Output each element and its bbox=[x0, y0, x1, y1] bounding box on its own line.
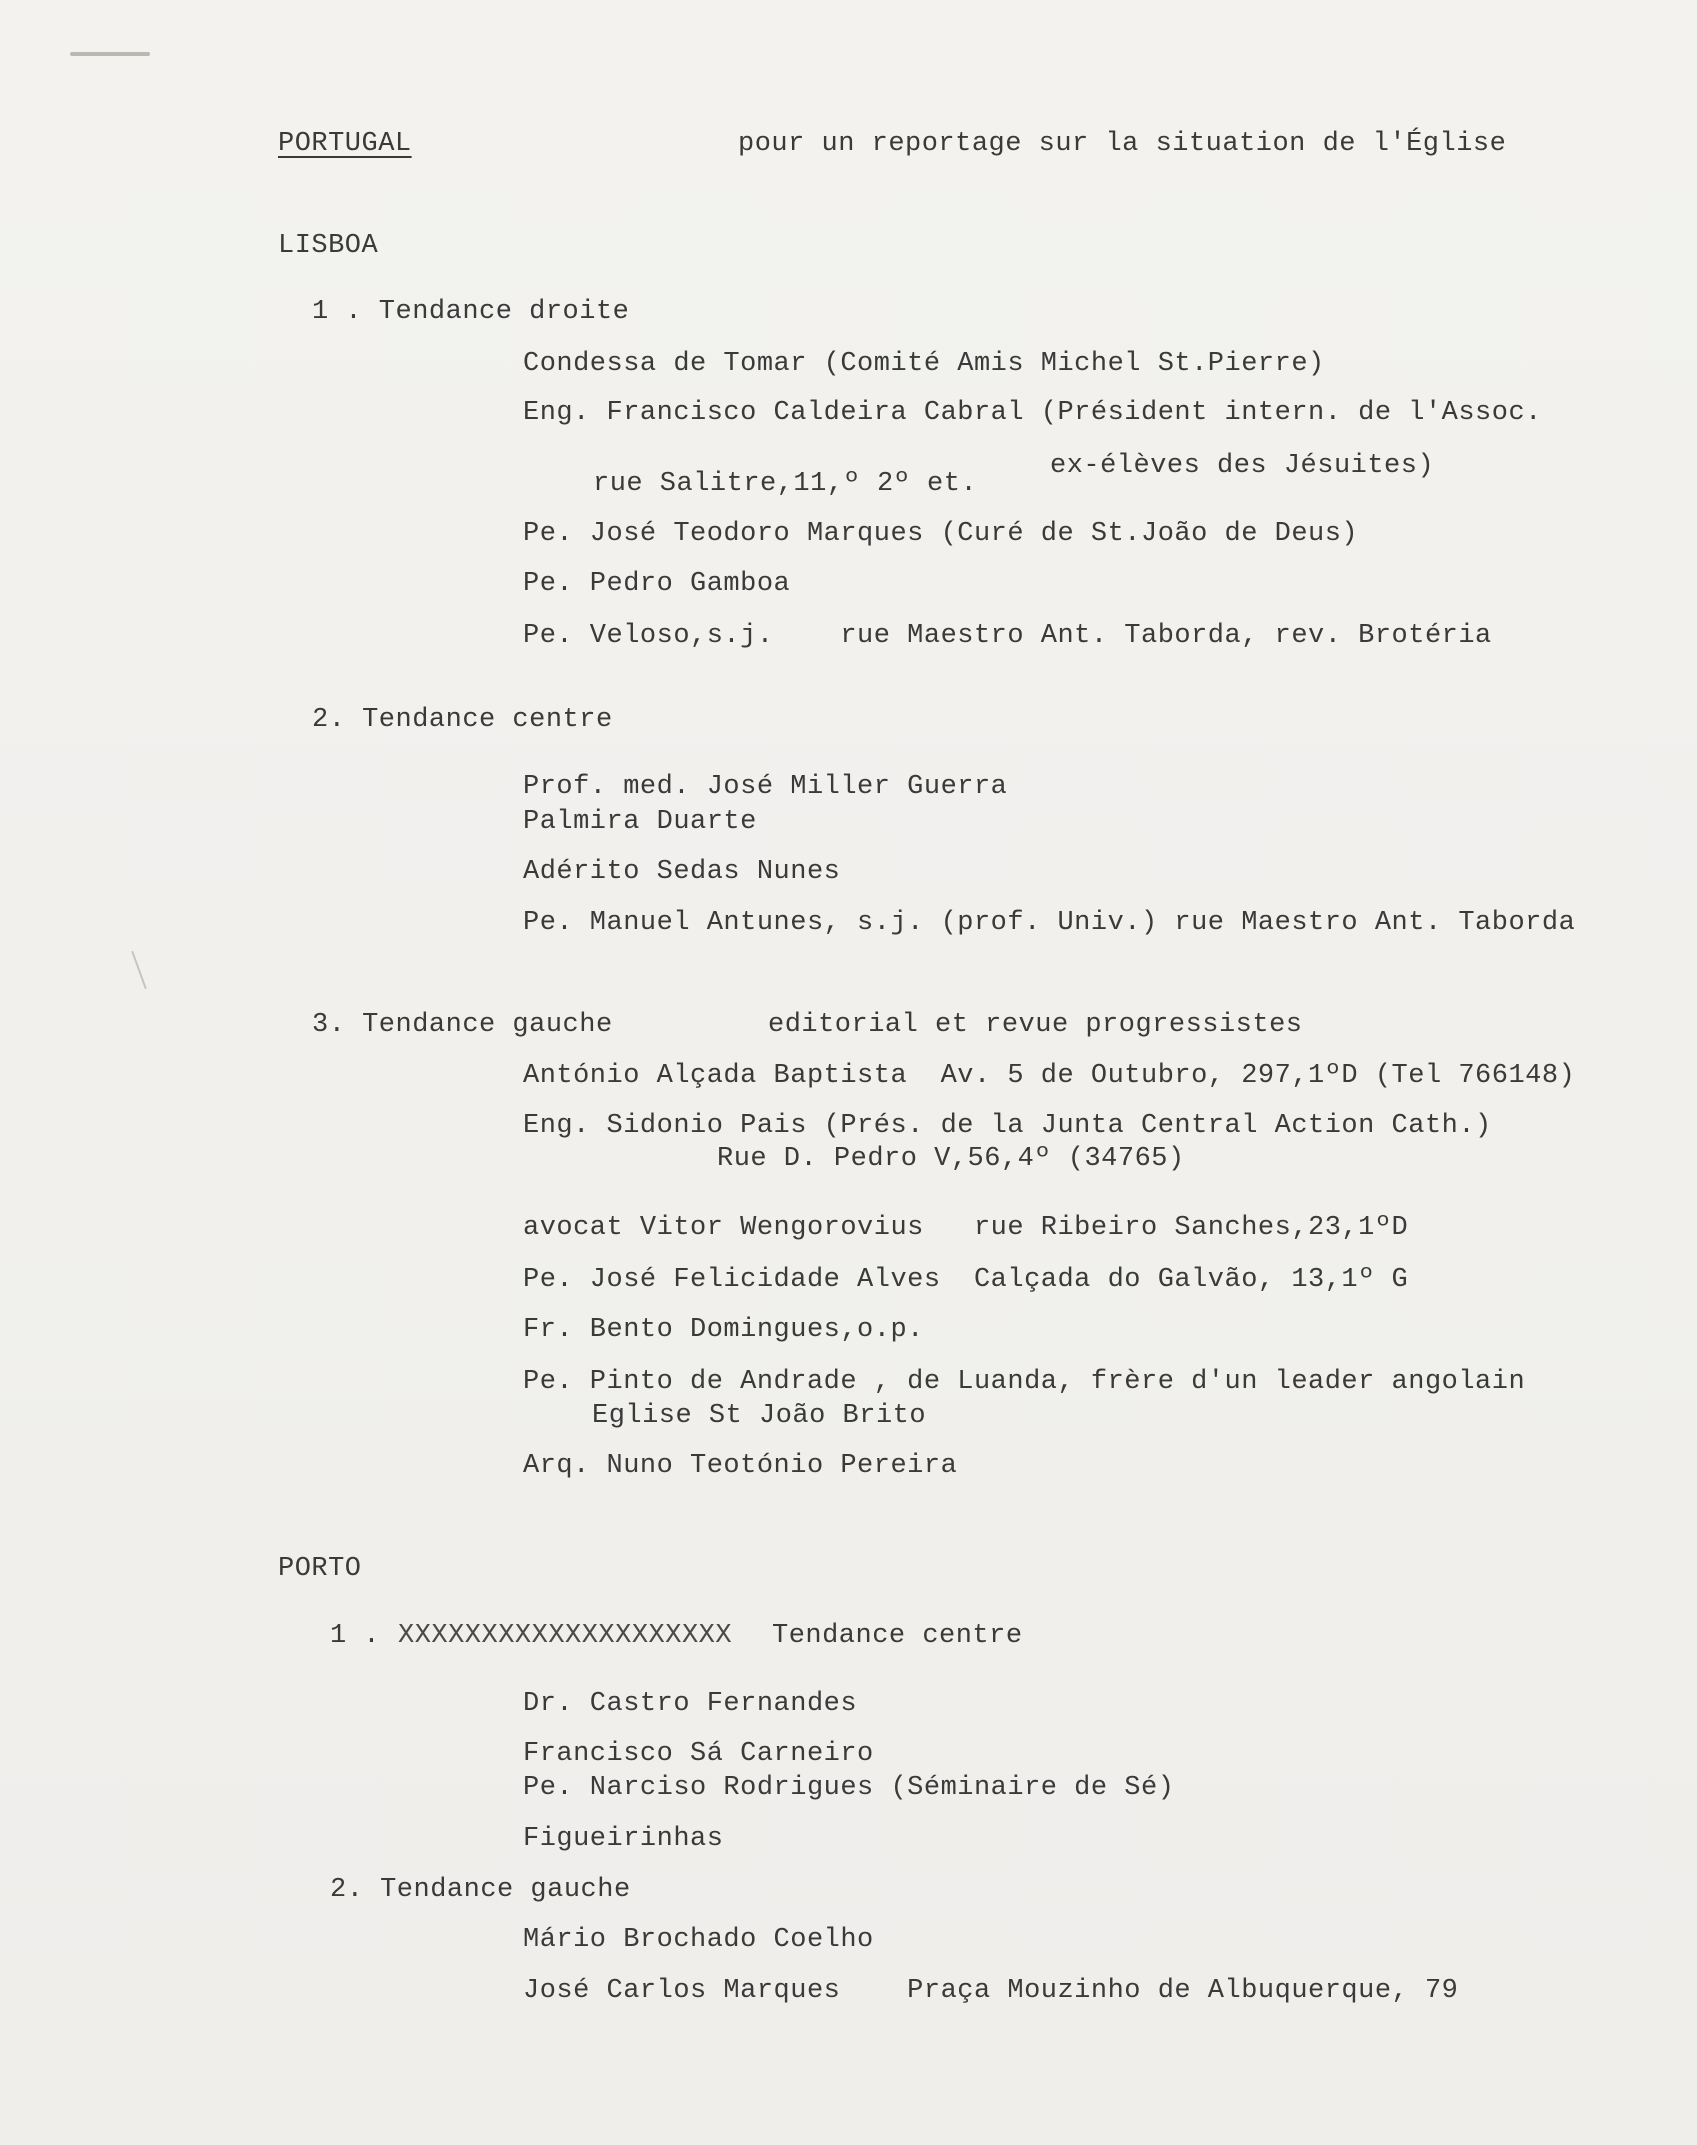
tendance-gauche-heading: 3. Tendance gauche bbox=[312, 1010, 613, 1040]
struck-out-text: XXXXXXXXXXXXXXXXXXXX bbox=[398, 1621, 733, 1651]
pencil-mark bbox=[70, 52, 150, 56]
entry-line: Dr. Castro Fernandes bbox=[523, 1689, 858, 1719]
entry-line: Fr. Bento Domingues,o.p. bbox=[523, 1315, 924, 1345]
entry-line: Pe. José Teodoro Marques (Curé de St.João de Deus) bbox=[523, 519, 1359, 549]
entry-line: Francisco Sá Carneiro bbox=[523, 1739, 874, 1769]
entry-line: Pe. José Felicidade Alves Calçada do Galvão, 13,1º G bbox=[523, 1265, 1409, 1295]
entry-line: Eglise St João Brito bbox=[592, 1401, 927, 1431]
entry-line: avocat Vitor Wengorovius rue Ribeiro Sanches,23,1ºD bbox=[523, 1213, 1409, 1243]
city-heading-lisboa: LISBOA bbox=[278, 231, 379, 261]
city-heading-porto: PORTO bbox=[278, 1554, 362, 1584]
porto-centre-heading: Tendance centre bbox=[772, 1621, 1023, 1651]
entry-line: Mário Brochado Coelho bbox=[523, 1925, 874, 1955]
handwritten-note: editorial et revue progressistes bbox=[768, 1010, 1303, 1040]
entry-line: Figueirinhas bbox=[523, 1824, 724, 1854]
entry-line: ex-élèves des Jésuites) bbox=[1050, 451, 1435, 481]
entry-line: Eng. Francisco Caldeira Cabral (Président intern. de l'Assoc. bbox=[523, 398, 1542, 428]
entry-line: Pe. Veloso,s.j. rue Maestro Ant. Taborda, rev. Brotéria bbox=[523, 621, 1492, 651]
document-subtitle: pour un reportage sur la situation de l'Église bbox=[738, 129, 1507, 159]
entry-line: Adérito Sedas Nunes bbox=[523, 857, 841, 887]
entry-line: Palmira Duarte bbox=[523, 807, 757, 837]
entry-address: rue Salitre,11,º 2º et. bbox=[593, 469, 978, 499]
entry-line: José Carlos Marques Praça Mouzinho de Albuquerque, 79 bbox=[523, 1976, 1459, 2006]
entry-line: Arq. Nuno Teotónio Pereira bbox=[523, 1451, 958, 1481]
entry-line: Pe. Narciso Rodrigues (Séminaire de Sé) bbox=[523, 1773, 1175, 1803]
entry-line: Pe. Pinto de Andrade , de Luanda, frère d'un leader angolain bbox=[523, 1367, 1526, 1397]
entry-line: António Alçada Baptista Av. 5 de Outubro, 297,1ºD (Tel 766148) bbox=[523, 1061, 1576, 1091]
entry-line: Pe. Manuel Antunes, s.j. (prof. Univ.) rue Maestro Ant. Taborda bbox=[523, 908, 1576, 938]
entry-line: Eng. Sidonio Pais (Prés. de la Junta Central Action Cath.) bbox=[523, 1111, 1492, 1141]
tendance-droite-heading: 1 . Tendance droite bbox=[312, 297, 630, 327]
entry-line: Pe. Pedro Gamboa bbox=[523, 569, 791, 599]
porto-gauche-heading: 2. Tendance gauche bbox=[330, 1875, 631, 1905]
entry-address: Rue D. Pedro V,56,4º (34765) bbox=[717, 1144, 1185, 1174]
entry-line: Prof. med. José Miller Guerra bbox=[523, 772, 1008, 802]
entry-line: Condessa de Tomar (Comité Amis Michel St.Pierre) bbox=[523, 349, 1325, 379]
pencil-stroke bbox=[131, 951, 147, 989]
country-title: PORTUGAL bbox=[278, 129, 412, 159]
tendance-centre-heading: 2. Tendance centre bbox=[312, 705, 613, 735]
porto-centre-number: 1 . bbox=[330, 1621, 381, 1651]
